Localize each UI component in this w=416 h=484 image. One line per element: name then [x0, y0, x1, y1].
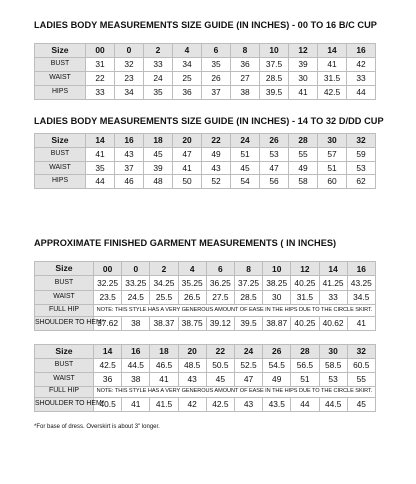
- size-cell: 14: [318, 44, 347, 58]
- table-cell: 49: [289, 161, 318, 175]
- table-cell: 38.87: [263, 316, 291, 330]
- table-cell: 37.62: [94, 316, 122, 330]
- table-cell: 49: [202, 147, 231, 161]
- size-cell: 26: [263, 345, 291, 359]
- table-row-bust: [35, 359, 376, 373]
- table-cell: 44.5: [319, 398, 347, 412]
- table-cell: 23: [115, 72, 144, 86]
- table-cell: 51: [318, 161, 347, 175]
- row-label-full-hip: FULL HIP: [35, 304, 94, 316]
- table-cell: 27: [231, 72, 260, 86]
- table-cell: 45: [231, 161, 260, 175]
- table-cell: 42.5: [318, 86, 347, 100]
- table-cell: 35: [86, 161, 115, 175]
- size-cell: 20: [173, 134, 202, 148]
- section-title-body-00-16: LADIES BODY MEASUREMENTS SIZE GUIDE (IN INCHES) - 00 TO 16 B/C CUP: [34, 20, 377, 30]
- table-cell: 43: [234, 398, 262, 412]
- table-cell: 51: [291, 372, 319, 386]
- table-cell: 38: [122, 316, 150, 330]
- row-label-hips: HIPS: [35, 86, 86, 100]
- table-cell: 37: [115, 161, 144, 175]
- full-hip-note: NOTE: THIS STYLE HAS A VERY GENEROUS AMOUNT OF EASE IN THE HIPS DUE TO THE CIRCLE SKIRT.: [94, 304, 376, 316]
- row-label-bust: BUST: [35, 58, 86, 72]
- table-cell: 47: [260, 161, 289, 175]
- size-cell: 00: [94, 262, 122, 276]
- table-cell: 32.25: [94, 276, 122, 290]
- table-cell: 34.25: [150, 276, 178, 290]
- size-header: Size: [35, 262, 94, 276]
- table-cell: 43.5: [263, 398, 291, 412]
- table-cell: 60.5: [347, 359, 375, 373]
- size-cell: 18: [150, 345, 178, 359]
- table-cell: 30: [289, 72, 318, 86]
- table-cell: 48.5: [178, 359, 206, 373]
- table-cell: 53: [260, 147, 289, 161]
- table-cell: 36: [231, 58, 260, 72]
- table-cell: 37.5: [260, 58, 289, 72]
- table-cell: 50: [173, 175, 202, 189]
- table-row-bust: [35, 147, 376, 161]
- table-cell: 44: [347, 86, 376, 100]
- size-cell: 0: [122, 262, 150, 276]
- size-cell: 0: [115, 44, 144, 58]
- table-cell: 40.5: [94, 398, 122, 412]
- size-cell: 16: [347, 44, 376, 58]
- table-cell: 57: [318, 147, 347, 161]
- table-cell: 38.75: [178, 316, 206, 330]
- table-cell: 38.25: [263, 276, 291, 290]
- size-cell: 14: [319, 262, 347, 276]
- size-cell: 10: [263, 262, 291, 276]
- full-hip-note: NOTE: THIS STYLE HAS A VERY GENEROUS AMOUNT OF EASE IN THE HIPS DUE TO THE CIRCLE SKIRT.: [94, 386, 376, 398]
- size-cell: 22: [202, 134, 231, 148]
- table-cell: 34.5: [347, 290, 375, 304]
- table-cell: 31: [86, 58, 115, 72]
- table-cell: 46: [115, 175, 144, 189]
- row-label-hips: HIPS: [35, 175, 86, 189]
- table-cell: 52.5: [234, 359, 262, 373]
- body-measurements-table-00-16: [34, 43, 376, 100]
- table-cell: 33: [319, 290, 347, 304]
- table-cell: 33: [144, 58, 173, 72]
- table-cell: 43: [178, 372, 206, 386]
- size-cell: 28: [289, 134, 318, 148]
- table-row-full-hip: [35, 386, 376, 398]
- garment-measurements-table-00-16: [34, 261, 376, 331]
- table-cell: 58.5: [319, 359, 347, 373]
- size-cell: 10: [260, 44, 289, 58]
- size-cell: 32: [347, 134, 376, 148]
- table-cell: 47: [234, 372, 262, 386]
- size-cell: 24: [231, 134, 260, 148]
- table-cell: 25: [173, 72, 202, 86]
- size-cell: 6: [206, 262, 234, 276]
- size-cell: 30: [319, 345, 347, 359]
- table-cell: 34: [115, 86, 144, 100]
- table-cell: 53: [347, 161, 376, 175]
- size-cell: 14: [86, 134, 115, 148]
- table-cell: 51: [231, 147, 260, 161]
- size-cell: 30: [318, 134, 347, 148]
- table-cell: 28.5: [260, 72, 289, 86]
- size-cell: 22: [206, 345, 234, 359]
- table-row-waist: [35, 72, 376, 86]
- table-cell: 41: [122, 398, 150, 412]
- size-cell: 16: [115, 134, 144, 148]
- table-cell: 23.5: [94, 290, 122, 304]
- table-cell: 48: [144, 175, 173, 189]
- table-cell: 33: [347, 72, 376, 86]
- table-cell: 39.5: [260, 86, 289, 100]
- table-cell: 59: [347, 147, 376, 161]
- table-cell: 46.5: [150, 359, 178, 373]
- table-cell: 40.25: [291, 316, 319, 330]
- table-cell: 28.5: [234, 290, 262, 304]
- table-cell: 55: [289, 147, 318, 161]
- size-header: Size: [35, 345, 94, 359]
- table-cell: 39: [289, 58, 318, 72]
- size-cell: 26: [260, 134, 289, 148]
- table-cell: 37.25: [234, 276, 262, 290]
- table-cell: 43: [115, 147, 144, 161]
- table-cell: 42.5: [206, 398, 234, 412]
- table-cell: 41.25: [319, 276, 347, 290]
- table-cell: 62: [347, 175, 376, 189]
- section-title-garment: APPROXIMATE FINISHED GARMENT MEASUREMENTS ( IN INCHES): [34, 238, 337, 248]
- table-cell: 44: [291, 398, 319, 412]
- table-cell: 45: [206, 372, 234, 386]
- table-cell: 25.5: [150, 290, 178, 304]
- table-cell: 41: [150, 372, 178, 386]
- table-cell: 58: [289, 175, 318, 189]
- table-cell: 38: [231, 86, 260, 100]
- size-cell: 16: [122, 345, 150, 359]
- table-cell: 33.25: [122, 276, 150, 290]
- table-cell: 24.5: [122, 290, 150, 304]
- table-cell: 31.5: [318, 72, 347, 86]
- table-cell: 56: [260, 175, 289, 189]
- table-cell: 53: [319, 372, 347, 386]
- table-header-row: [35, 262, 376, 276]
- table-cell: 34: [173, 58, 202, 72]
- table-cell: 41: [347, 316, 375, 330]
- size-header: Size: [35, 44, 86, 58]
- table-cell: 41: [289, 86, 318, 100]
- row-label-bust: BUST: [35, 359, 94, 373]
- table-row-shoulder-to-hem: [35, 398, 376, 412]
- table-cell: 44.5: [122, 359, 150, 373]
- table-cell: 42: [347, 58, 376, 72]
- row-label-full-hip: FULL HIP: [35, 386, 94, 398]
- size-cell: 16: [347, 262, 375, 276]
- table-cell: 54.5: [263, 359, 291, 373]
- size-cell: 8: [234, 262, 262, 276]
- size-cell: 8: [231, 44, 260, 58]
- table-header-row: [35, 44, 376, 58]
- table-cell: 52: [202, 175, 231, 189]
- row-label-shoulder-to-hem: SHOULDER TO HEM*: [35, 398, 94, 412]
- table-cell: 38: [122, 372, 150, 386]
- table-header-row: [35, 134, 376, 148]
- table-cell: 49: [263, 372, 291, 386]
- table-cell: 24: [144, 72, 173, 86]
- table-cell: 27.5: [206, 290, 234, 304]
- table-row-full-hip: [35, 304, 376, 316]
- table-cell: 36.25: [206, 276, 234, 290]
- table-cell: 47: [173, 147, 202, 161]
- table-cell: 45: [347, 398, 375, 412]
- table-cell: 26.5: [178, 290, 206, 304]
- size-cell: 32: [347, 345, 375, 359]
- section-title-body-14-32: LADIES BODY MEASUREMENTS SIZE GUIDE (IN INCHES) - 14 TO 32 D/DD CUP: [34, 116, 384, 126]
- row-label-bust: BUST: [35, 147, 86, 161]
- size-cell: 12: [289, 44, 318, 58]
- table-cell: 26: [202, 72, 231, 86]
- size-cell: 18: [144, 134, 173, 148]
- table-cell: 55: [347, 372, 375, 386]
- table-cell: 32: [115, 58, 144, 72]
- size-cell: 20: [178, 345, 206, 359]
- table-cell: 44: [86, 175, 115, 189]
- size-cell: 4: [178, 262, 206, 276]
- row-label-bust: BUST: [35, 276, 94, 290]
- table-cell: 22: [86, 72, 115, 86]
- garment-measurements-table-14-32: [34, 344, 376, 412]
- table-cell: 43.25: [347, 276, 375, 290]
- table-cell: 33: [86, 86, 115, 100]
- table-cell: 41.5: [150, 398, 178, 412]
- table-cell: 42: [178, 398, 206, 412]
- table-cell: 54: [231, 175, 260, 189]
- table-cell: 43: [202, 161, 231, 175]
- row-label-waist: WAIST: [35, 161, 86, 175]
- table-row-bust: [35, 58, 376, 72]
- table-cell: 40.25: [291, 276, 319, 290]
- size-cell: 12: [291, 262, 319, 276]
- table-cell: 35.25: [178, 276, 206, 290]
- table-cell: 41: [318, 58, 347, 72]
- table-cell: 36: [173, 86, 202, 100]
- size-cell: 4: [173, 44, 202, 58]
- table-cell: 41: [86, 147, 115, 161]
- table-cell: 36: [94, 372, 122, 386]
- table-header-row: [35, 345, 376, 359]
- table-cell: 41: [173, 161, 202, 175]
- table-cell: 50.5: [206, 359, 234, 373]
- table-cell: 39: [144, 161, 173, 175]
- table-cell: 35: [202, 58, 231, 72]
- table-row-shoulder-to-hem: [35, 316, 376, 330]
- table-row-waist: [35, 372, 376, 386]
- size-cell: 2: [150, 262, 178, 276]
- table-cell: 37: [202, 86, 231, 100]
- table-cell: 30: [263, 290, 291, 304]
- size-cell: 14: [94, 345, 122, 359]
- body-measurements-table-14-32: [34, 133, 376, 189]
- table-row-bust: [35, 276, 376, 290]
- table-row-hips: [35, 175, 376, 189]
- row-label-shoulder-to-hem: SHOULDER TO HEM*: [35, 316, 94, 330]
- row-label-waist: WAIST: [35, 372, 94, 386]
- table-cell: 39.12: [206, 316, 234, 330]
- table-cell: 38.37: [150, 316, 178, 330]
- footnote: *For base of dress. Overskirt is about 3" longer.: [34, 424, 160, 430]
- size-cell: 28: [291, 345, 319, 359]
- table-cell: 31.5: [291, 290, 319, 304]
- table-cell: 56.5: [291, 359, 319, 373]
- size-cell: 24: [234, 345, 262, 359]
- table-cell: 60: [318, 175, 347, 189]
- table-cell: 42.5: [94, 359, 122, 373]
- size-header: Size: [35, 134, 86, 148]
- table-cell: 40.62: [319, 316, 347, 330]
- size-cell: 2: [144, 44, 173, 58]
- size-cell: 6: [202, 44, 231, 58]
- table-cell: 45: [144, 147, 173, 161]
- row-label-waist: WAIST: [35, 290, 94, 304]
- row-label-waist: WAIST: [35, 72, 86, 86]
- table-row-waist: [35, 161, 376, 175]
- size-cell: 00: [86, 44, 115, 58]
- table-cell: 39.5: [234, 316, 262, 330]
- table-cell: 35: [144, 86, 173, 100]
- table-row-waist: [35, 290, 376, 304]
- table-row-hips: [35, 86, 376, 100]
